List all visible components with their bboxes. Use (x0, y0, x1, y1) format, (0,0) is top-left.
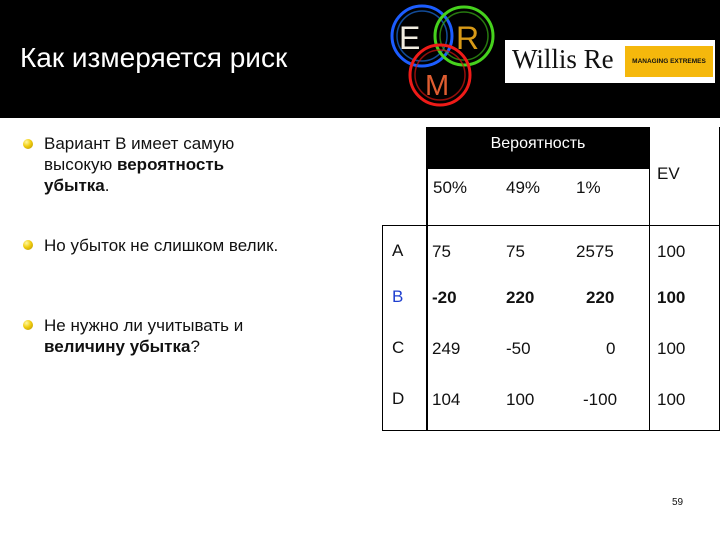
bullet-3-end: ? (190, 337, 200, 356)
bullet-icon (23, 320, 33, 330)
bullet-1-end: . (104, 176, 110, 195)
row-d-label: D (392, 389, 405, 408)
row-a-value-1: 75 (432, 242, 451, 261)
row-d-value-2: 100 (506, 390, 535, 409)
row-d-value-3: -100 (583, 390, 618, 409)
bullet-3-emphasis: величину убытка (44, 337, 191, 356)
probability-1: 1% (576, 178, 601, 197)
row-a-label: A (392, 241, 404, 260)
table-probability-divider (426, 127, 428, 431)
company-tagline: MANAGING EXTREMES (625, 46, 713, 77)
ev-header: EV (657, 164, 680, 183)
page-number: 59 (672, 497, 684, 508)
bullet-3-text: Не нужно ли учитывать и (44, 316, 244, 335)
erm-logo-icon (374, 0, 502, 118)
bullet-2-text: Но убыток не слишком велик. (44, 236, 279, 255)
bullet-icon (23, 139, 33, 149)
row-c-value-2: -50 (506, 339, 531, 358)
table-left-border (382, 226, 383, 431)
row-d-value-1: 104 (432, 390, 461, 409)
logo-letter-e: E (399, 20, 421, 56)
bullet-3 (44, 315, 304, 357)
probability-header: Вероятность (427, 127, 649, 169)
row-c-label: C (392, 338, 405, 357)
logo-letter-m: M (425, 70, 450, 102)
row-a-value-3: 2575 (576, 242, 614, 261)
bullet-icon (23, 240, 33, 250)
slide-title: Как измеряется риск (20, 42, 288, 73)
bullet-2 (44, 235, 284, 256)
row-b-value-1: -20 (432, 288, 457, 307)
row-b-value-3: 220 (586, 288, 615, 307)
row-c-value-3: 0 (606, 339, 616, 358)
table-header-divider (382, 225, 720, 226)
row-b-label: B (392, 287, 404, 306)
table-bottom-border (382, 430, 720, 431)
probability-49: 49% (506, 178, 541, 197)
row-b-value-2: 220 (506, 288, 535, 307)
bullet-1 (44, 133, 284, 196)
company-name: Willis Re (512, 44, 614, 74)
probability-50: 50% (433, 178, 468, 197)
bullet-1-text: Вариант В имеет самую высокую (44, 134, 235, 174)
bullet-1-emphasis: вероятность убытка (44, 155, 225, 195)
row-d-ev: 100 (657, 390, 686, 409)
row-c-value-1: 249 (432, 339, 461, 358)
row-b-ev: 100 (657, 288, 686, 307)
row-c-ev: 100 (657, 339, 686, 358)
table-ev-divider (649, 127, 650, 431)
row-a-ev: 100 (657, 242, 686, 261)
logo-letter-r: R (456, 20, 480, 56)
row-a-value-2: 75 (506, 242, 525, 261)
